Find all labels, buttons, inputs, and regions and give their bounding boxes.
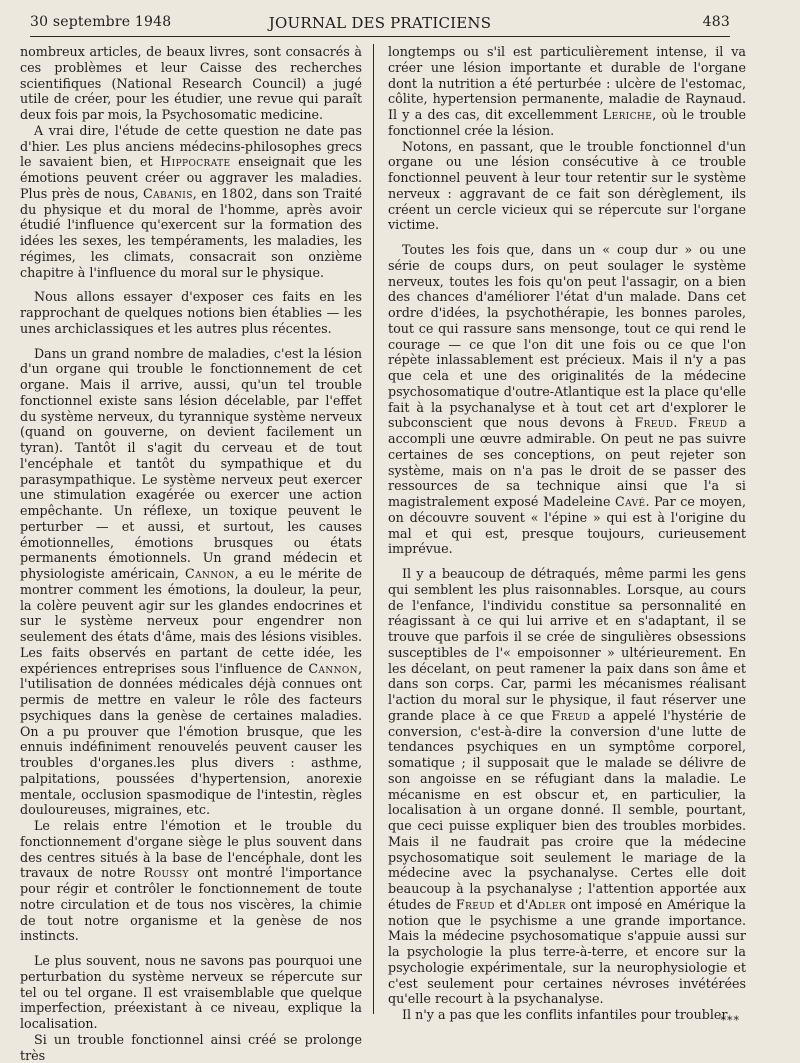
author-name: Leriche: [602, 107, 653, 122]
column-divider: [373, 44, 374, 1014]
author-name: Freud: [455, 896, 495, 912]
paragraph: Il n'y a pas que les conflits infantiles pour troubler: [402, 1007, 728, 1022]
author-name: Adler: [528, 896, 567, 912]
author-name: Freud: [688, 415, 728, 431]
author-name: Cannon: [185, 566, 235, 581]
issue-date: 30 septembre 1948: [30, 14, 172, 30]
paragraph: Il y a beaucoup de détraqués, même parmi les gens qui semblent les plus raisonnables. Lorsque, au cours de l'enfance, l'individu constitue sa personnalité en réagissant à ce qui lui arrive et en s'adaptant, il se trouve que parfois il se crée de singulières obsessions susceptibles de l'« empoisonner » ultérieurement. En les décelant, on peut ramener la paix dans son âme et dans son corps. Car, parmi les mécanismes réalisant l'action du moral sur le physique, il faut réserver une grande place à ce que Freud a appelé l'hystérie de conversion, c'est-à-dire la conversion d'une lutte de tendances psychiques en un symptôme corporel, somatique ; il supposait que le malade se délivre de son angoisse en se réfugiant dans la maladie. Le mécanisme en est obscur et, en particulier, la localisation à un organe donné. Il semble, pourtant, que ceci puisse expliquer bien des troubles morbides. Mais il ne faudrait pas croire que la médecine psychosomatique soit seulement le mariage de la médecine avec la psychanalyse. Certes elle doit beaucoup à la psychanalyse ; l'attention apportée aux études de Freud et d'Adler ont imposé en Amérique la notion que le psychisme a une grande importance. Mais la médecine psychosomatique s'appuie aussi sur la psychologie la plus terre-à-terre, et encore sur la psychologie expérimentale, sur la neurophysiologie et c'est seulement pour certaines névroses invétérées qu'elle recourt à la psychanalyse.: [388, 566, 746, 1007]
paragraph: Notons, en passant, que le trouble fonctionnel d'un organe ou une lésion consécutive à ce trouble fonctionnel peuvent à leur tour retentir sur le système nerveux : aggravant de ce fait son dérèglement, ils créent un cercle vicieux qui se répercute sur l'organe victime.: [388, 138, 746, 233]
page-header: [30, 8, 730, 37]
paragraph: Le plus souvent, nous ne savons pas pourquoi une perturbation du système nerveux se répercute sur tel ou tel organe. Il est vraisemblable que quelque imperfection, préexistant à ce niveau, explique la localisation.: [20, 953, 362, 1031]
paragraph: Toutes les fois que, dans un « coup dur » ou une série de coups durs, on peut soulager le système nerveux, toutes les fois qu'on peut l'assagir, on a bien des chances d'améliorer l'état d'un malade. Dans cet ordre d'idées, la psychothérapie, les bonnes paroles, tout ce qui rassure sans mensonge, tout ce qui rend le courage — ce que l'on dit une fois ou ce que l'on répète inlassablement est précieux. Mais il n'y a pas que cela et une des originalités de la médecine psychosomatique d'outre-Atlantique est la place qu'elle fait à la psychanalyse et à tout cet art d'explorer le subconscient que nous devons à Freud. Freud a accompli une œuvre admirable. On peut ne pas suivre certaines de ses conceptions, on peut rejeter son système, mais on n'a pas le droit de se passer des ressources de sa technique ainsi que l'a si magistralement exposé Madeleine Cavé. Par ce moyen, on découvre souvent « l'épine » qui est à l'origine du mal et qui est, presque toujours, curieusement imprévue.: [388, 242, 746, 557]
author-name: Cabanis: [143, 185, 193, 201]
author-name: Cannon: [308, 660, 358, 676]
author-name: Freud: [634, 415, 674, 431]
paragraph: A vrai dire, l'étude de cette question ne date pas d'hier. Les plus anciens médecins-philosophes grecs le savaient bien, et Hippocrate enseignait que les émotions peuvent créer ou aggraver les maladies. Plus près de nous, Cabanis, en 1802, dans son Traité du physique et du moral de l'homme, après avoir étudié l'influence qu'exercent sur la formation des idées les sexes, les tempéraments, les maladies, les régimes, les climats, consacrait son onzième chapitre à l'influence du moral sur le physique.: [20, 122, 362, 280]
author-name: Roussy: [143, 865, 189, 881]
author-name: Freud: [551, 707, 591, 723]
author-name: Cavé: [615, 494, 646, 509]
paragraph: nombreux articles, de beaux livres, sont consacrés à ces problèmes et leur Caisse des recherches scientifiques (National Research Council) a jugé utile de créer, pour les étudier, une revue qui paraît deux fois par mois, la Psychosomatic medicine.: [20, 44, 362, 122]
author-name: Hippocrate: [160, 154, 231, 170]
right-column: [388, 44, 746, 1023]
paragraph: longtemps ou s'il est particulièrement intense, il va créer une lésion importante et durable de l'organe dont la nutrition a été perturbée : ulcère de l'estomac, côlite, hypertension permanente, maladie de Raynaud. Il y a des cas, dit excellemment Leriche, où le trouble fonctionnel crée la lésion.: [388, 44, 746, 138]
paragraph: Dans un grand nombre de maladies, c'est la lésion d'un organe qui trouble le fonctionnement de cet organe. Mais il arrive, aussi, qu'un tel trouble fonctionnel existe sans lésion décelable, par l'effet du système nerveux, du tyrannique système nerveux (quand on gouverne, on devient facilement un tyran). Tantôt il s'agit du cerveau et de tout l'encéphale et tantôt du sympathique et du parasympathique. Le système nerveux peut exercer une stimulation exagérée ou exercer une action empêchante. Un réflexe, un toxique peuvent le perturber — et aussi, et surtout, les causes émotionnelles, émotions brusques ou états permanents émotionnels. Un grand médecin et physiologiste américain, Cannon, a eu le mérite de montrer comment les émotions, la douleur, la peur, la colère peuvent agir sur les glandes endocrines et sur le système nerveux pour engendrer non seulement des états d'âme, mais des lésions visibles. Les faits observés en partant de cette idée, les expériences entreprises sous l'influence de Cannon, l'utilisation de données médicales déjà connues ont permis de mettre en valeur le rôle des facteurs psychiques dans la genèse de certaines maladies. On a pu prouver que l'émotion brusque, que les ennuis indéfiniment renouvelés peuvent causer les troubles d'organes.les plus divers : asthme, palpitations, poussées d'hypertension, anorexie mentale, occlusion spasmodique de l'intestin, règles douloureuses, migraines, etc.: [20, 345, 362, 818]
journal-title: JOURNAL DES PRATICIENS: [268, 14, 492, 32]
left-column: [20, 44, 362, 1063]
paragraph: Le relais entre l'émotion et le trouble du fonctionnement d'organe siège le plus souvent dans des centres situés à la base de l'encéphale, dont les travaux de notre Roussy ont montré l'importance pour régir et contrôler le fonctionnement de toute notre circulation et de tous nos viscères, la chimie de tout notre organisme et la genèse de nos instincts.: [20, 818, 362, 944]
footer-stars: ***: [720, 1014, 740, 1027]
paragraph: Si un trouble fonctionnel ainsi créé se prolonge très: [20, 1031, 362, 1063]
paragraph: Nous allons essayer d'exposer ces faits en les rapprochant de quelques notions bien établies — les unes archiclassiques et les autres plus récentes.: [20, 289, 362, 336]
page-number: 483: [702, 14, 730, 30]
